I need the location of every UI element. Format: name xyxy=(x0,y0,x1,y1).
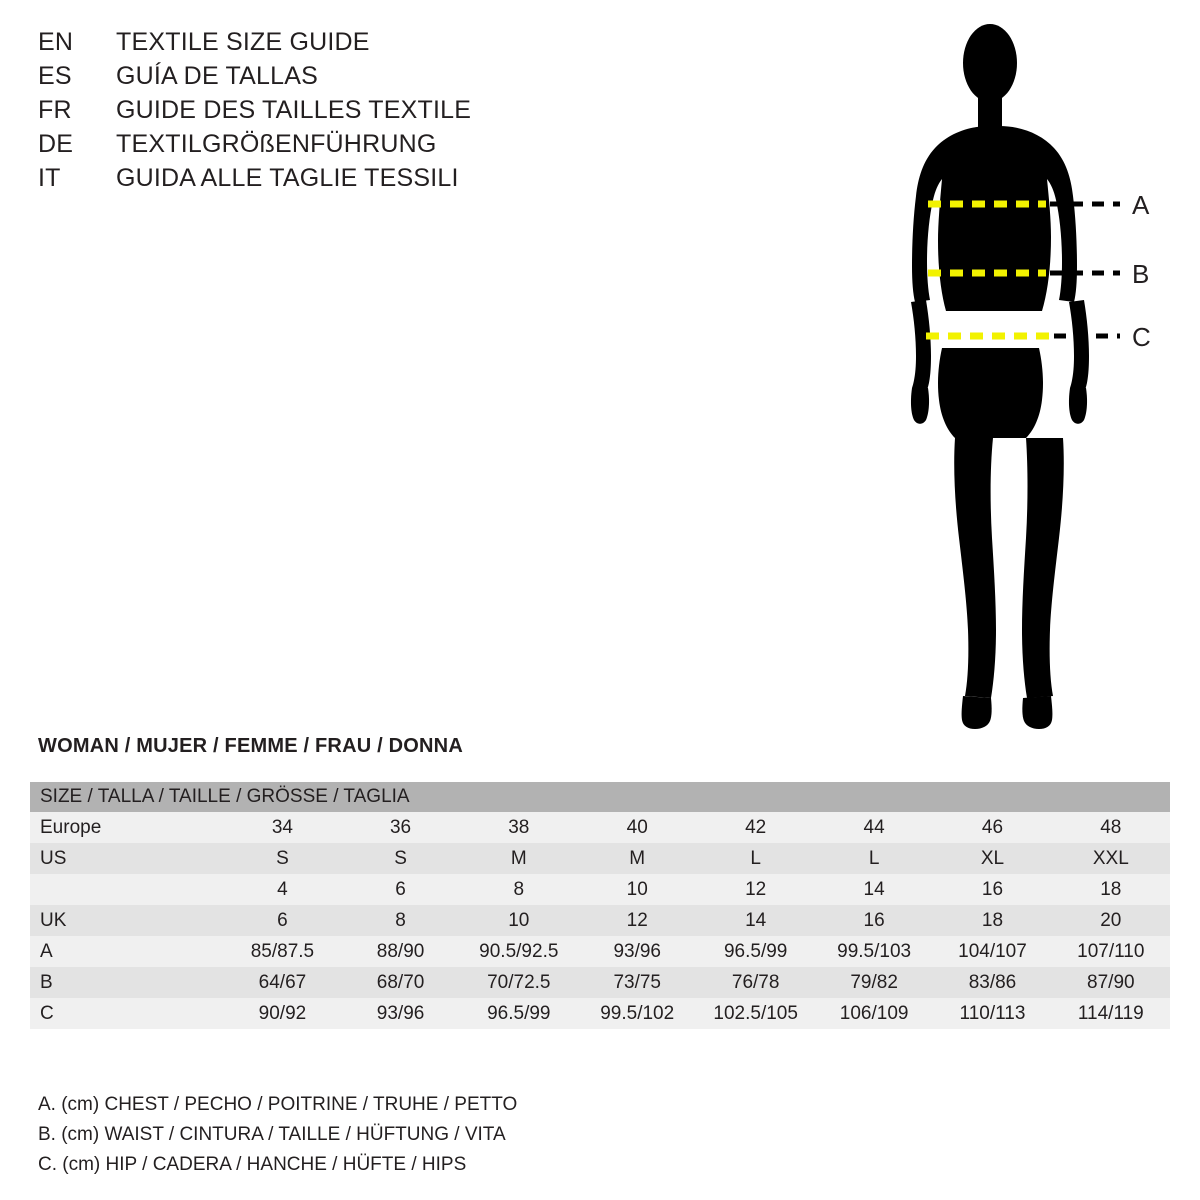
section-title: WOMAN / MUJER / FEMME / FRAU / DONNA xyxy=(38,735,463,757)
legend-line-hip: C. (cm) HIP / CADERA / HANCHE / HÜFTE / HIPS xyxy=(38,1154,467,1175)
table-cell: 106/109 xyxy=(839,1002,909,1024)
marker-label-a: A xyxy=(1132,190,1150,220)
table-cell: 87/90 xyxy=(1087,971,1135,993)
table-row xyxy=(30,936,1170,967)
language-row xyxy=(38,96,678,130)
row-label: Europe xyxy=(40,816,102,838)
table-row xyxy=(30,843,1170,874)
table-cell: L xyxy=(868,847,880,869)
table-cell: 76/78 xyxy=(731,971,780,993)
table-cell: 12 xyxy=(745,878,767,900)
language-code: ES xyxy=(38,62,72,90)
language-row xyxy=(38,62,678,96)
table-cell: S xyxy=(276,847,289,869)
table-cell: 102.5/105 xyxy=(713,1002,798,1024)
table-cell: 107/110 xyxy=(1077,940,1145,962)
language-header-list xyxy=(38,28,678,198)
legend-line-chest: A. (cm) CHEST / PECHO / POITRINE / TRUHE / PETTO xyxy=(38,1094,518,1115)
table-cell: S xyxy=(394,847,407,869)
table-cell: 10 xyxy=(508,909,530,931)
language-title: TEXTILGRÖßENFÜHRUNG xyxy=(116,130,437,158)
table-cell: 14 xyxy=(863,878,885,900)
table-cell: M xyxy=(510,847,527,869)
table-cell: 79/82 xyxy=(850,971,898,993)
female-body-figure xyxy=(860,18,1180,748)
row-label: UK xyxy=(40,909,67,931)
language-code: FR xyxy=(38,96,72,124)
table-cell: 46 xyxy=(981,816,1004,838)
table-cell: 40 xyxy=(626,816,648,838)
body-silhouette-icon xyxy=(911,24,1089,729)
language-title: GUIDE DES TAILLES TEXTILE xyxy=(116,96,472,124)
table-cell: 34 xyxy=(271,816,293,838)
row-label xyxy=(30,874,223,905)
row-label: C xyxy=(40,1002,54,1024)
table-cell: 6 xyxy=(395,878,406,900)
table-cell: 16 xyxy=(863,909,885,931)
table-cell: 42 xyxy=(745,816,767,838)
table-row xyxy=(30,998,1170,1029)
table-cell: 93/96 xyxy=(376,1002,425,1024)
table-row xyxy=(30,967,1170,998)
table-cell: 36 xyxy=(389,816,412,838)
table-cell: 83/86 xyxy=(968,971,1017,993)
language-row xyxy=(38,130,678,164)
table-row xyxy=(30,812,1170,843)
table-cell: 18 xyxy=(1100,878,1122,900)
table-cell: 68/70 xyxy=(376,971,425,993)
table-cell: 70/72.5 xyxy=(487,971,551,993)
language-code: IT xyxy=(38,164,61,192)
table-cell: L xyxy=(750,847,761,869)
table-cell: 73/75 xyxy=(613,971,661,993)
table-header-row xyxy=(30,782,1170,812)
table-cell: 104/107 xyxy=(958,940,1027,962)
language-row xyxy=(38,164,678,198)
size-table xyxy=(30,782,1170,1029)
table-cell: 90/92 xyxy=(258,1002,307,1024)
language-code: EN xyxy=(38,28,74,56)
table-header-label: SIZE / TALLA / TAILLE / GRÖSSE / TAGLIA xyxy=(30,782,1170,812)
table-cell: 93/96 xyxy=(613,940,661,962)
marker-label-c: C xyxy=(1132,322,1151,352)
language-title: GUIDA ALLE TAGLIE TESSILI xyxy=(116,164,459,192)
table-cell: 38 xyxy=(508,816,530,838)
table-cell: 90.5/92.5 xyxy=(479,940,559,962)
table-cell: 110/113 xyxy=(959,1002,1026,1024)
legend-line-waist: B. (cm) WAIST / CINTURA / TAILLE / HÜFTUNG / VITA xyxy=(38,1124,506,1145)
measurement-legend xyxy=(38,1090,517,1180)
row-label: US xyxy=(40,847,67,869)
table-cell: 4 xyxy=(277,878,288,900)
language-title: TEXTILE SIZE GUIDE xyxy=(116,28,370,56)
language-title: GUÍA DE TALLAS xyxy=(116,62,318,90)
table-cell: 99.5/103 xyxy=(837,940,912,962)
table-cell: 18 xyxy=(981,909,1004,931)
row-label: B xyxy=(40,971,53,993)
table-cell: M xyxy=(629,847,646,869)
language-row xyxy=(38,28,678,62)
table-cell: 88/90 xyxy=(376,940,425,962)
table-cell: 6 xyxy=(277,909,288,931)
table-cell: 12 xyxy=(626,909,648,931)
table-cell: XL xyxy=(980,847,1005,869)
table-cell: 99.5/102 xyxy=(600,1002,675,1024)
table-cell: 20 xyxy=(1100,909,1122,931)
language-code: DE xyxy=(38,130,74,158)
table-cell: 96.5/99 xyxy=(487,1002,551,1024)
table-row xyxy=(30,905,1170,936)
table-cell: 10 xyxy=(626,878,648,900)
marker-label-b: B xyxy=(1132,259,1150,289)
table-cell: 8 xyxy=(513,878,525,900)
row-label: A xyxy=(40,940,53,962)
table-cell: XXL xyxy=(1092,847,1129,869)
table-cell: 16 xyxy=(981,878,1004,900)
table-cell: 48 xyxy=(1100,816,1122,838)
table-cell: 44 xyxy=(863,816,885,838)
table-cell: 114/119 xyxy=(1077,1002,1144,1024)
table-cell: 8 xyxy=(395,909,406,931)
table-cell: 14 xyxy=(745,909,767,931)
table-cell: 85/87.5 xyxy=(250,940,315,962)
table-cell: 96.5/99 xyxy=(723,940,788,962)
table-row xyxy=(30,874,1170,905)
table-cell: 64/67 xyxy=(258,971,307,993)
